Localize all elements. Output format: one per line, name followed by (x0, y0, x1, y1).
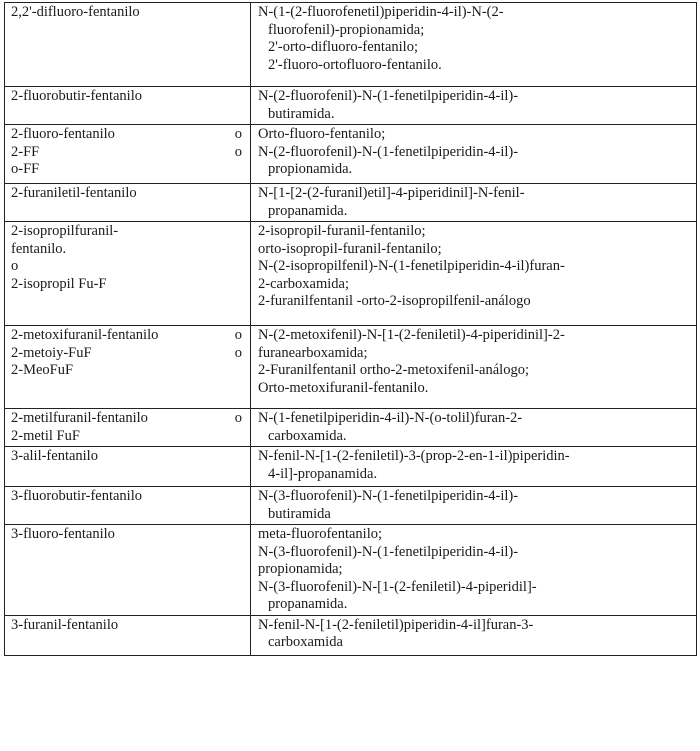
chemical-name-line: 2-carboxamida; (258, 275, 349, 292)
substances-table (4, 2, 697, 656)
substance-name-text: 3-alil-fentanilo (11, 448, 98, 464)
chemical-name-line: N-(3-fluorofenil)-N-(1-fenetilpiperidin-4-il)- (258, 543, 519, 560)
table-row (5, 409, 697, 447)
substance-name-text: o-FF (11, 161, 40, 177)
chemical-name-line: propionamida. (268, 161, 353, 177)
substance-name-text: 3-fluoro-fentanilo (11, 526, 115, 542)
substance-name-text: 2-isopropil Fu-F (11, 275, 107, 292)
or-connector: o (234, 344, 242, 361)
table-row (5, 125, 697, 184)
substance-name-line (11, 4, 242, 22)
chemical-name-line: Orto-fluoro-fentanilo; (258, 126, 386, 142)
chemical-name-line: N-fenil-N-[1-(2-feniletil)-3-(prop-2-en-1-il)piperidin- (258, 448, 570, 464)
chemical-name-line: N-(3-fluorofenil)-N-(1-fenetilpiperidin-4-il)- (258, 488, 519, 504)
or-connector: o (234, 126, 242, 142)
substance-name-line (11, 258, 242, 276)
table-row (5, 525, 697, 616)
substance-name-cell (5, 87, 251, 125)
chemical-name-line: orto-isopropil-furanil-fentanilo; (258, 240, 442, 257)
substance-name-cell (5, 184, 251, 222)
chemical-name-line: N-(3-fluorofenil)-N-[1-(2-feniletil)-4-piperidil]- (258, 578, 537, 595)
chemical-names-cell (251, 222, 697, 326)
chemical-name-line: N-(2-isopropilfenil)-N-(1-fenetilpiperidin-4-il)furan- (258, 258, 565, 274)
table-row (5, 222, 697, 326)
substance-name-cell (5, 525, 251, 616)
substance-name-cell (5, 409, 251, 447)
chemical-names-cell (251, 326, 697, 409)
substance-name-text: 2-metoxifuranil-fentanilo (11, 327, 159, 343)
or-connector: o (234, 143, 242, 160)
substance-name-line (11, 448, 242, 466)
chemical-name-line: propanamida. (268, 202, 348, 219)
substance-name-line (11, 345, 242, 363)
substance-name-text: 2-furaniletil-fentanilo (11, 185, 137, 201)
chemical-name-line: propionamida; (258, 561, 343, 577)
substance-name-line (11, 241, 242, 259)
substance-name-line (11, 488, 242, 506)
or-connector: o (234, 327, 242, 343)
table-row (5, 87, 697, 125)
substance-name-cell (5, 615, 251, 655)
chemical-name-line: butiramida (268, 505, 331, 522)
chemical-name-line: N-(1-fenetilpiperidin-4-il)-N-(o-tolil)furan-2- (258, 410, 523, 426)
chemical-name-line: 2-furanilfentanil -orto-2-isopropilfenil-análogo (258, 293, 531, 309)
table-row (5, 487, 697, 525)
substance-name-text: 3-fluorobutir-fentanilo (11, 488, 142, 504)
substance-name-text: 2-MeoFuF (11, 362, 74, 378)
substance-name-line (11, 617, 242, 635)
or-connector: o (234, 410, 242, 426)
substance-name-line (11, 223, 242, 241)
substance-name-text: fentanilo. (11, 240, 67, 257)
chemical-names-cell (251, 87, 697, 125)
table-row (5, 447, 697, 487)
substance-name-text: 2-FF (11, 143, 40, 160)
table-row (5, 184, 697, 222)
chemical-name-line: carboxamida. (268, 427, 347, 444)
substance-name-line (11, 185, 242, 203)
substance-name-text: 2-fluoro-fentanilo (11, 126, 115, 142)
chemical-name-line: 4-il]-propanamida. (268, 465, 378, 482)
chemical-names-cell (251, 125, 697, 184)
substance-name-cell (5, 487, 251, 525)
substance-name-text: 2-fluorobutir-fentanilo (11, 88, 142, 104)
chemical-name-line: propanamida. (268, 596, 348, 612)
substance-name-text: 2-metil FuF (11, 427, 80, 444)
chemical-name-line: N-fenil-N-[1-(2-feniletil)piperidin-4-il]furan-3- (258, 616, 534, 633)
substance-name-text: 2,2'-difluoro-fentanilo (11, 4, 140, 20)
substance-name-line (11, 126, 242, 144)
substance-name-cell (5, 3, 251, 87)
substance-name-line (11, 88, 242, 106)
chemical-name-line: N-(1-(2-fluorofenetil)piperidin-4-il)-N-(2- (258, 4, 504, 20)
substance-name-line (11, 276, 242, 294)
chemical-names-cell (251, 525, 697, 616)
chemical-names-cell (251, 3, 697, 87)
chemical-name-line: N-(2-metoxifenil)-N-[1-(2-feniletil)-4-piperidinil]-2- (258, 327, 565, 343)
substance-name-cell (5, 125, 251, 184)
chemical-name-line: furanearboxamida; (258, 344, 368, 361)
chemical-names-cell (251, 447, 697, 487)
chemical-name-line: butiramida. (268, 105, 335, 122)
chemical-name-line: N-[1-[2-(2-furanil)etil]-4-piperidinil]-N-fenil- (258, 185, 525, 201)
table-row (5, 3, 697, 87)
table-row (5, 615, 697, 655)
chemical-names-cell (251, 409, 697, 447)
substance-name-text: 2-isopropilfuranil- (11, 223, 119, 239)
substance-name-text: 2-metoiy-FuF (11, 344, 92, 361)
chemical-names-cell (251, 615, 697, 655)
chemical-name-line: N-(2-fluorofenil)-N-(1-fenetilpiperidin-4-il)- (258, 143, 519, 160)
chemical-name-line: carboxamida (268, 634, 343, 650)
substance-name-line (11, 428, 242, 446)
substance-name-line (11, 362, 242, 380)
chemical-name-line: 2'-fluoro-ortofluoro-fentanilo. (268, 56, 442, 73)
substance-name-line (11, 161, 242, 179)
substance-name-line (11, 526, 242, 544)
substance-name-line (11, 327, 242, 345)
table-body (5, 3, 697, 656)
chemical-name-line: Orto-metoxifuranil-fentanilo. (258, 379, 429, 396)
substance-name-line (11, 410, 242, 428)
chemical-name-line: 2-isopropil-furanil-fentanilo; (258, 223, 426, 239)
chemical-name-line: 2-Furanilfentanil ortho-2-metoxifenil-análogo; (258, 362, 529, 378)
chemical-name-line: fluorofenil)-propionamida; (268, 21, 425, 38)
table-row (5, 326, 697, 409)
substance-name-text: o (11, 258, 19, 274)
substance-name-text: 2-metilfuranil-fentanilo (11, 410, 148, 426)
substance-name-line (11, 144, 242, 162)
chemical-name-line: 2'-orto-difluoro-fentanilo; (268, 39, 418, 55)
substance-name-text: 3-furanil-fentanilo (11, 616, 119, 633)
substance-name-cell (5, 447, 251, 487)
chemical-names-cell (251, 487, 697, 525)
substance-name-cell (5, 222, 251, 326)
substance-name-cell (5, 326, 251, 409)
chemical-name-line: N-(2-fluorofenil)-N-(1-fenetilpiperidin-4-il)- (258, 88, 519, 104)
chemical-names-cell (251, 184, 697, 222)
chemical-name-line: meta-fluorofentanilo; (258, 526, 383, 542)
